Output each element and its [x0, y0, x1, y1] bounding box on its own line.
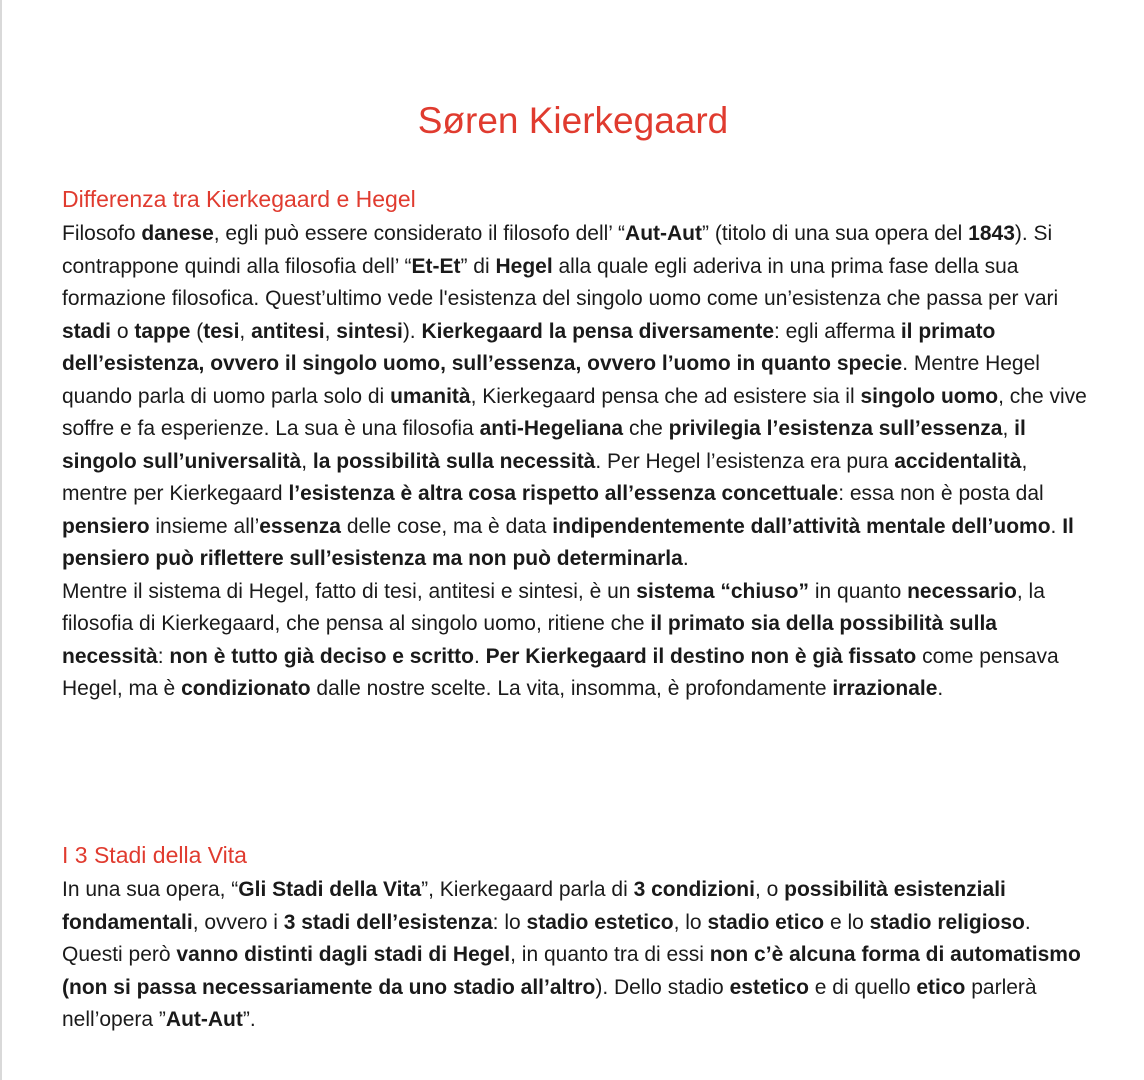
- text-run: , o: [754, 878, 785, 901]
- bold-text: tesi: [203, 319, 240, 343]
- text-run: ” di: [460, 254, 496, 278]
- text-run: delle cose, ma è data: [340, 514, 553, 538]
- bold-text: pensiero: [62, 514, 150, 538]
- text-run: insieme all’: [149, 514, 260, 538]
- text-run: In una sua opera, “: [62, 878, 239, 901]
- text-run: che: [623, 417, 669, 440]
- text-run: .: [473, 644, 486, 668]
- text-run: . Questi però: [62, 910, 1031, 966]
- text-run: , che vive soffre e fa esperienze. La sua è una filosofia: [62, 384, 1087, 440]
- bold-text: danese: [141, 222, 214, 245]
- bold-text: 1843: [968, 222, 1015, 245]
- bold-text: stadio estetico: [526, 910, 674, 934]
- text-run: ,: [1002, 417, 1015, 440]
- bold-text: 3 condizioni: [633, 878, 755, 901]
- bold-text: 3 stadi dell’esistenza: [283, 910, 493, 934]
- bold-text: Il pensiero può riflettere sull’esistenza ma non può determinarla: [62, 514, 1074, 570]
- section-stadi: [62, 840, 1092, 1037]
- text-run: , la filosofia di Kierkegaard, che pensa al singolo uomo, ritiene che: [62, 579, 1045, 635]
- text-run: ).: [402, 319, 422, 343]
- text-run: .: [1050, 514, 1063, 538]
- bold-text: il primato dell’esistenza, ovvero il singolo uomo, sull’essenza, ovvero l’uomo in quanto specie: [62, 319, 996, 375]
- bold-text: non c’è alcuna forma di automatismo: [709, 943, 1081, 966]
- bold-text: umanità: [390, 384, 471, 408]
- section-heading: Differenza tra Kierkegaard e Hegel: [62, 186, 416, 212]
- text-run: ). Si contrappone quindi alla filosofia dell’ “: [62, 222, 1053, 278]
- text-run: , mentre per Kierkegaard: [62, 449, 1028, 505]
- bold-text: Aut-Aut: [625, 222, 702, 245]
- bold-text: stadi: [62, 319, 112, 343]
- text-run: : egli afferma: [774, 319, 901, 343]
- text-run: , in quanto tra di essi: [510, 943, 710, 966]
- text-run: ,: [324, 319, 337, 343]
- bold-text: irrazionale: [832, 677, 938, 700]
- text-run: , lo: [673, 910, 708, 934]
- text-run: ” (titolo di una sua opera del: [702, 222, 969, 245]
- bold-text: tappe: [134, 319, 191, 343]
- document-title: Søren Kierkegaard: [417, 100, 729, 141]
- text-run: . Per Hegel l’esistenza era pura: [595, 449, 895, 473]
- bold-text: stadio etico: [707, 910, 825, 934]
- bold-text: condizionato: [181, 677, 311, 700]
- text-run: ). Dello stadio: [595, 975, 730, 999]
- bold-text: Aut-Aut: [165, 1008, 243, 1031]
- bold-text: accidentalità: [894, 449, 1022, 473]
- text-run: ,: [239, 319, 252, 343]
- bold-text: il primato sia della possibilità sulla necessità: [62, 612, 997, 668]
- text-run: : lo: [492, 910, 527, 934]
- bold-text: (non si passa necessariamente da uno stadio all’altro: [62, 975, 596, 999]
- text-run: ”.: [242, 1008, 256, 1031]
- text-run: .: [682, 547, 689, 570]
- bold-text: antitesi: [251, 319, 325, 343]
- bold-text: il singolo sull’universalità: [62, 417, 1026, 473]
- text-run: : essa non è posta dal: [838, 482, 1044, 505]
- text-run: alla quale egli aderiva in una prima fase della sua formazione filosofica. Quest’ultimo vede l'esistenza del singolo uomo come un’esistenza che passa per vari: [62, 254, 1059, 310]
- bold-text: Hegel: [495, 254, 553, 278]
- section-heading: I 3 Stadi della Vita: [62, 842, 247, 868]
- text-run: come pensava Hegel, ma è: [62, 644, 1059, 700]
- paragraph: [62, 576, 1092, 706]
- bold-text: essenza: [259, 514, 341, 538]
- text-run: , Kierkegaard pensa che ad esistere sia il: [470, 384, 861, 408]
- bold-text: non è tutto già deciso e scritto: [169, 644, 474, 668]
- bold-text: la possibilità sulla necessità: [312, 449, 596, 473]
- bold-text: stadio religioso: [869, 910, 1025, 934]
- bold-text: Et-Et: [411, 254, 461, 278]
- text-run: o: [111, 319, 135, 343]
- text-run: ,: [301, 449, 313, 473]
- paragraph: [62, 218, 1092, 576]
- text-run: dalle nostre scelte. La vita, insomma, è profondamente: [310, 677, 833, 700]
- bold-text: vanno distinti dagli stadi di Hegel: [176, 943, 511, 966]
- bold-text: sintesi: [336, 319, 403, 343]
- text-run: , egli può essere considerato il filosofo dell’ “: [213, 222, 626, 245]
- text-run: .: [937, 677, 944, 700]
- text-run: Mentre il sistema di Hegel, fatto di tesi, antitesi e sintesi, è un: [62, 579, 637, 603]
- bold-text: Kierkegaard la pensa diversamente: [421, 319, 774, 343]
- text-run: . Mentre Hegel quando parla di uomo parla solo di: [62, 352, 1040, 408]
- text-run: e di quello: [808, 975, 917, 999]
- bold-text: necessario: [907, 579, 1017, 603]
- bold-text: Gli Stadi della Vita: [238, 878, 422, 901]
- bold-text: etico: [916, 975, 966, 999]
- text-run: (: [190, 319, 204, 343]
- bold-text: l’esistenza è altra cosa rispetto all’essenza concettuale: [288, 482, 839, 505]
- text-run: parlerà nell’opera ”: [62, 975, 1037, 1031]
- bold-text: Per Kierkegaard il destino non è già fissato: [485, 644, 917, 668]
- bold-text: estetico: [729, 975, 809, 999]
- text-run: in quanto: [809, 579, 908, 603]
- bold-text: privilegia l’esistenza sull’essenza: [668, 417, 1003, 440]
- text-run: ”, Kierkegaard parla di: [421, 878, 634, 901]
- paragraph: [62, 874, 1092, 1037]
- bold-text: sistema “chiuso”: [636, 579, 810, 603]
- bold-text: anti-Hegeliana: [479, 417, 624, 440]
- section-differenza: [62, 184, 1092, 706]
- text-run: :: [157, 644, 170, 668]
- bold-text: indipendentemente dall’attività mentale dell’uomo: [552, 514, 1051, 538]
- text-run: e lo: [824, 910, 870, 934]
- text-run: , ovvero i: [192, 910, 284, 934]
- text-run: Filosofo: [62, 222, 142, 245]
- bold-text: singolo uomo: [860, 384, 999, 408]
- bold-text: possibilità esistenziali fondamentali: [62, 878, 1006, 934]
